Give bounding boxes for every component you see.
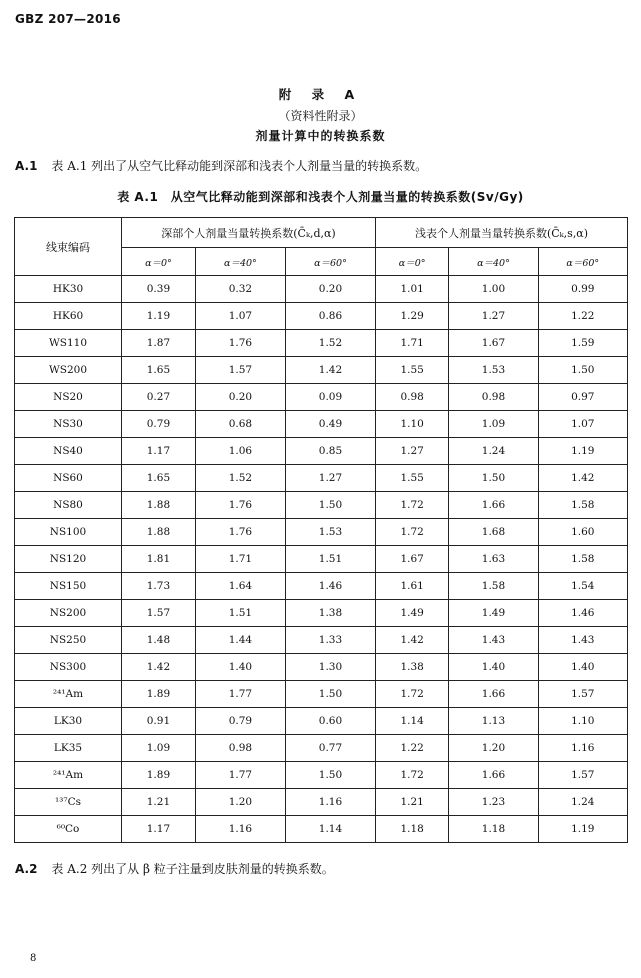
value-cell: 1.58	[449, 573, 538, 600]
value-cell: 1.50	[538, 357, 627, 384]
value-cell: 1.24	[449, 438, 538, 465]
value-cell: 1.42	[285, 357, 375, 384]
value-cell: 1.23	[449, 789, 538, 816]
value-cell: 1.18	[449, 816, 538, 843]
table-row	[15, 438, 628, 465]
angle-header: α＝40°	[449, 248, 538, 276]
value-cell: 1.40	[538, 654, 627, 681]
conversion-table	[14, 217, 628, 843]
table-row	[15, 384, 628, 411]
value-cell: 1.01	[376, 276, 449, 303]
beam-code-cell: NS80	[15, 492, 122, 519]
table-row	[15, 762, 628, 789]
value-cell: 1.17	[122, 816, 196, 843]
value-cell: 1.43	[538, 627, 627, 654]
paragraph-a2	[15, 860, 334, 877]
beam-code-cell: NS200	[15, 600, 122, 627]
value-cell: 1.42	[376, 627, 449, 654]
value-cell: 1.77	[195, 681, 285, 708]
table-row	[15, 357, 628, 384]
value-cell: 1.42	[538, 465, 627, 492]
value-cell: 1.49	[376, 600, 449, 627]
beam-code-cell: NS100	[15, 519, 122, 546]
appendix-heading: 剂量计算中的转换系数	[255, 129, 386, 143]
value-cell: 1.29	[376, 303, 449, 330]
value-cell: 1.21	[376, 789, 449, 816]
value-cell: 0.99	[538, 276, 627, 303]
value-cell: 1.44	[195, 627, 285, 654]
table-row	[15, 735, 628, 762]
value-cell: 1.21	[122, 789, 196, 816]
page-number: 8	[30, 953, 37, 964]
value-cell: 1.24	[538, 789, 627, 816]
value-cell: 1.07	[195, 303, 285, 330]
value-cell: 1.19	[538, 816, 627, 843]
value-cell: 1.76	[195, 330, 285, 357]
table-row	[15, 573, 628, 600]
value-cell: 1.50	[449, 465, 538, 492]
value-cell: 1.22	[376, 735, 449, 762]
table-row	[15, 465, 628, 492]
table-row	[15, 681, 628, 708]
value-cell: 0.79	[195, 708, 285, 735]
appendix-title: 附 录 A	[278, 87, 363, 102]
beam-code-cell: WS110	[15, 330, 122, 357]
value-cell: 0.49	[285, 411, 375, 438]
value-cell: 1.10	[538, 708, 627, 735]
value-cell: 1.89	[122, 681, 196, 708]
table-row	[15, 276, 628, 303]
value-cell: 1.89	[122, 762, 196, 789]
beam-code-cell: NS250	[15, 627, 122, 654]
value-cell: 0.98	[376, 384, 449, 411]
value-cell: 1.07	[538, 411, 627, 438]
value-cell: 1.57	[538, 681, 627, 708]
value-cell: 1.27	[449, 303, 538, 330]
angle-header: α＝0°	[376, 248, 449, 276]
value-cell: 0.27	[122, 384, 196, 411]
value-cell: 1.16	[195, 816, 285, 843]
value-cell: 1.65	[122, 357, 196, 384]
value-cell: 1.53	[449, 357, 538, 384]
beam-code-cell: HK30	[15, 276, 122, 303]
value-cell: 1.52	[285, 330, 375, 357]
beam-code-cell: NS300	[15, 654, 122, 681]
value-cell: 1.50	[285, 681, 375, 708]
beam-code-cell: ²⁴¹Am	[15, 681, 122, 708]
value-cell: 1.63	[449, 546, 538, 573]
value-cell: 1.17	[122, 438, 196, 465]
table-row	[15, 411, 628, 438]
value-cell: 0.77	[285, 735, 375, 762]
value-cell: 0.91	[122, 708, 196, 735]
value-cell: 1.27	[376, 438, 449, 465]
value-cell: 0.98	[449, 384, 538, 411]
beam-code-cell: NS40	[15, 438, 122, 465]
table-row	[15, 519, 628, 546]
table-row	[15, 789, 628, 816]
value-cell: 1.57	[195, 357, 285, 384]
table-row	[15, 330, 628, 357]
value-cell: 1.61	[376, 573, 449, 600]
angle-header: α＝60°	[285, 248, 375, 276]
value-cell: 1.00	[449, 276, 538, 303]
value-cell: 1.30	[285, 654, 375, 681]
value-cell: 1.33	[285, 627, 375, 654]
value-cell: 1.16	[285, 789, 375, 816]
value-cell: 1.81	[122, 546, 196, 573]
value-cell: 1.77	[195, 762, 285, 789]
value-cell: 1.67	[449, 330, 538, 357]
value-cell: 1.72	[376, 681, 449, 708]
paragraph-text: 表 A.2 列出了从 β 粒子注量到皮肤剂量的转换系数。	[51, 862, 334, 876]
beam-code-cell: NS30	[15, 411, 122, 438]
value-cell: 1.50	[285, 492, 375, 519]
value-cell: 1.76	[195, 492, 285, 519]
value-cell: 0.86	[285, 303, 375, 330]
value-cell: 0.20	[195, 384, 285, 411]
value-cell: 1.65	[122, 465, 196, 492]
value-cell: 1.71	[195, 546, 285, 573]
group-header-shallow: 浅表个人剂量当量转换系数(C̄ₖ,s,α)	[376, 218, 628, 248]
value-cell: 1.38	[376, 654, 449, 681]
value-cell: 1.58	[538, 546, 627, 573]
beam-code-cell: HK60	[15, 303, 122, 330]
group-header-deep: 深部个人剂量当量转换系数(C̄ₖ,d,α)	[122, 218, 376, 248]
value-cell: 1.57	[538, 762, 627, 789]
value-cell: 1.49	[449, 600, 538, 627]
value-cell: 1.55	[376, 357, 449, 384]
value-cell: 1.13	[449, 708, 538, 735]
value-cell: 1.66	[449, 762, 538, 789]
value-cell: 1.71	[376, 330, 449, 357]
standard-code: GBZ 207—2016	[15, 12, 121, 26]
angle-header: α＝0°	[122, 248, 196, 276]
beam-code-cell: NS20	[15, 384, 122, 411]
value-cell: 1.27	[285, 465, 375, 492]
value-cell: 1.60	[538, 519, 627, 546]
value-cell: 1.68	[449, 519, 538, 546]
value-cell: 1.51	[195, 600, 285, 627]
table-row	[15, 600, 628, 627]
angle-header: α＝40°	[195, 248, 285, 276]
value-cell: 0.98	[195, 735, 285, 762]
value-cell: 1.38	[285, 600, 375, 627]
table-caption: 表 A.1 从空气比释动能到深部和浅表个人剂量当量的转换系数(Sv/Gy)	[117, 190, 524, 204]
table-row	[15, 654, 628, 681]
value-cell: 1.16	[538, 735, 627, 762]
table-row	[15, 627, 628, 654]
appendix-subtitle: （资料性附录）	[278, 109, 363, 123]
value-cell: 1.53	[285, 519, 375, 546]
value-cell: 1.76	[195, 519, 285, 546]
beam-code-cell: NS120	[15, 546, 122, 573]
value-cell: 1.52	[195, 465, 285, 492]
beam-code-cell: LK35	[15, 735, 122, 762]
value-cell: 1.19	[122, 303, 196, 330]
paragraph-number: A.1	[15, 159, 38, 173]
value-cell: 1.19	[538, 438, 627, 465]
value-cell: 1.72	[376, 762, 449, 789]
value-cell: 1.20	[195, 789, 285, 816]
table-row	[15, 546, 628, 573]
value-cell: 1.57	[122, 600, 196, 627]
value-cell: 1.72	[376, 492, 449, 519]
table-row	[15, 303, 628, 330]
column-header-code: 线束编码	[15, 218, 122, 276]
value-cell: 1.18	[376, 816, 449, 843]
value-cell: 0.68	[195, 411, 285, 438]
value-cell: 1.72	[376, 519, 449, 546]
beam-code-cell: NS150	[15, 573, 122, 600]
angle-header: α＝60°	[538, 248, 627, 276]
value-cell: 1.42	[122, 654, 196, 681]
value-cell: 1.67	[376, 546, 449, 573]
value-cell: 1.87	[122, 330, 196, 357]
value-cell: 1.46	[538, 600, 627, 627]
value-cell: 0.20	[285, 276, 375, 303]
value-cell: 0.32	[195, 276, 285, 303]
value-cell: 1.22	[538, 303, 627, 330]
beam-code-cell: NS60	[15, 465, 122, 492]
value-cell: 1.46	[285, 573, 375, 600]
table-row	[15, 816, 628, 843]
beam-code-cell: WS200	[15, 357, 122, 384]
paragraph-text: 表 A.1 列出了从空气比释动能到深部和浅表个人剂量当量的转换系数。	[51, 159, 428, 173]
value-cell: 1.43	[449, 627, 538, 654]
beam-code-cell: ²⁴¹Am	[15, 762, 122, 789]
value-cell: 0.09	[285, 384, 375, 411]
paragraph-number: A.2	[15, 862, 38, 876]
value-cell: 1.66	[449, 492, 538, 519]
value-cell: 1.59	[538, 330, 627, 357]
value-cell: 1.88	[122, 519, 196, 546]
value-cell: 1.64	[195, 573, 285, 600]
paragraph-a1	[15, 157, 427, 174]
value-cell: 0.97	[538, 384, 627, 411]
table-row	[15, 492, 628, 519]
value-cell: 1.10	[376, 411, 449, 438]
value-cell: 1.09	[449, 411, 538, 438]
value-cell: 1.51	[285, 546, 375, 573]
table-row	[15, 708, 628, 735]
beam-code-cell: LK30	[15, 708, 122, 735]
value-cell: 1.09	[122, 735, 196, 762]
value-cell: 1.40	[195, 654, 285, 681]
value-cell: 1.73	[122, 573, 196, 600]
value-cell: 1.54	[538, 573, 627, 600]
value-cell: 1.14	[285, 816, 375, 843]
value-cell: 1.88	[122, 492, 196, 519]
beam-code-cell: ¹³⁷Cs	[15, 789, 122, 816]
value-cell: 1.66	[449, 681, 538, 708]
value-cell: 1.55	[376, 465, 449, 492]
beam-code-cell: ⁶⁰Co	[15, 816, 122, 843]
value-cell: 1.50	[285, 762, 375, 789]
value-cell: 0.85	[285, 438, 375, 465]
value-cell: 1.48	[122, 627, 196, 654]
value-cell: 0.60	[285, 708, 375, 735]
value-cell: 1.58	[538, 492, 627, 519]
value-cell: 1.40	[449, 654, 538, 681]
value-cell: 0.39	[122, 276, 196, 303]
value-cell: 0.79	[122, 411, 196, 438]
value-cell: 1.20	[449, 735, 538, 762]
value-cell: 1.14	[376, 708, 449, 735]
value-cell: 1.06	[195, 438, 285, 465]
